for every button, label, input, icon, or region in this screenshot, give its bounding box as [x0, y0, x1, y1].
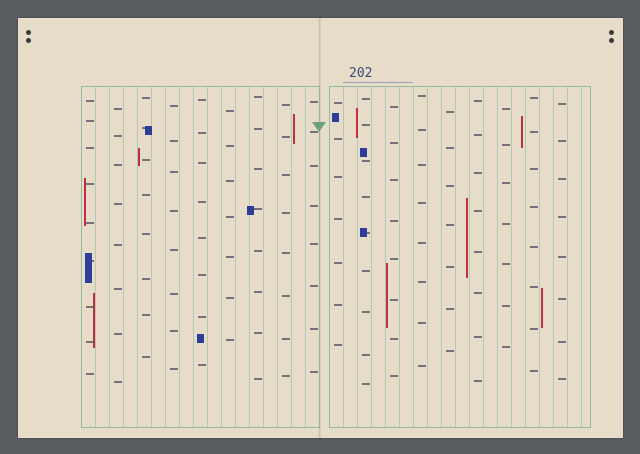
handwritten-column — [141, 92, 151, 392]
right-manuscript-page — [320, 18, 623, 438]
blue-ink-mark — [247, 206, 254, 215]
blue-ink-mark — [85, 253, 92, 283]
binding-hole — [609, 30, 614, 35]
red-correction-mark — [386, 263, 388, 328]
handwritten-column — [417, 92, 427, 392]
binding-hole — [609, 38, 614, 43]
blue-ink-mark — [197, 334, 204, 343]
handwritten-column — [197, 92, 207, 392]
blue-ink-mark — [360, 228, 367, 237]
handwritten-column — [445, 92, 455, 392]
handwritten-column — [309, 92, 319, 392]
handwritten-column — [473, 92, 483, 392]
red-correction-mark — [521, 116, 523, 148]
handwritten-column — [225, 92, 235, 392]
handwritten-column — [557, 92, 567, 392]
handwritten-column — [501, 92, 511, 392]
red-correction-mark — [541, 288, 543, 328]
left-manuscript-page — [18, 18, 321, 438]
red-correction-mark — [93, 293, 95, 348]
handwritten-column — [389, 92, 399, 392]
handwritten-column — [253, 92, 263, 392]
red-correction-mark — [466, 198, 468, 278]
handwritten-column — [333, 92, 343, 392]
page-number-underline — [343, 82, 413, 83]
handwritten-column — [529, 92, 539, 392]
red-correction-mark — [356, 108, 358, 138]
binding-hole — [26, 30, 31, 35]
red-correction-mark — [138, 148, 140, 166]
handwritten-column — [169, 92, 179, 392]
blue-ink-mark — [145, 126, 152, 135]
binding-hole — [26, 38, 31, 43]
handwritten-column — [281, 92, 291, 392]
handwritten-column — [113, 92, 123, 392]
red-correction-mark — [84, 178, 86, 226]
handwritten-column — [361, 92, 371, 392]
page-number: 202 — [349, 66, 373, 81]
blue-ink-mark — [360, 148, 367, 157]
red-correction-mark — [293, 114, 295, 144]
blue-ink-mark — [332, 113, 339, 122]
